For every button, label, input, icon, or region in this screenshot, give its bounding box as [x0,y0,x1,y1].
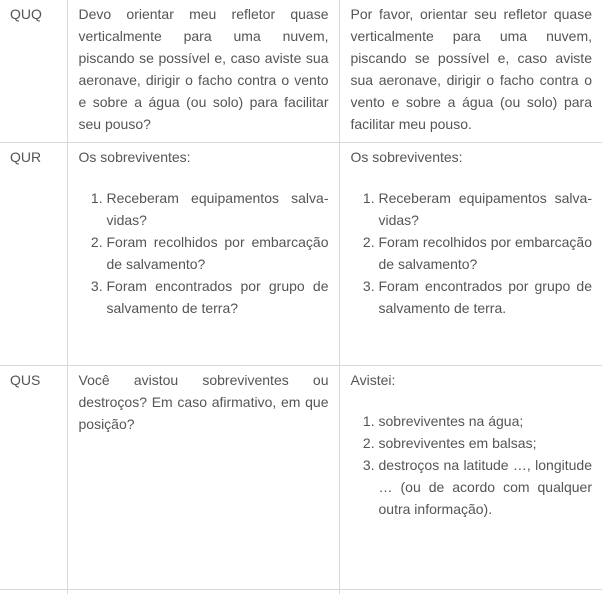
code-cell: QUR [0,143,67,366]
question-list [79,187,329,319]
list-item: 1. Receberam equipamentos salva-vidas? [107,187,329,231]
question-cell: Devo orientar meu refletor quase verticalmente para uma nuvem, piscando se possível e, caso aviste sua aeronave, dirigir o facho contra o vento e sobre a água (ou solo) para facilitar seu pouso? [67,0,339,143]
empty-cell [339,590,602,594]
list-item: 2. Foram recolhidos por embarcação de salvamento? [379,231,593,275]
answer-intro: Os sobreviventes: [351,146,593,168]
list-item: 1. sobreviventes na água; [379,410,593,432]
table-row [0,590,602,594]
list-item: 3. destroços na latitude …, longitude … (ou de acordo com qualquer outra informação). [379,454,593,520]
list-item: 3. Foram encontrados por grupo de salvamento de terra? [107,275,329,319]
table-row [0,366,602,590]
answer-cell [339,143,602,366]
empty-cell [0,590,67,594]
list-item: 3. Foram encontrados por grupo de salvamento de terra. [379,275,593,319]
list-item: 2. Foram recolhidos por embarcação de salvamento? [107,231,329,275]
answer-cell [339,366,602,590]
table-row [0,0,602,143]
code-cell: QUS [0,366,67,590]
code-cell: QUQ [0,0,67,143]
empty-cell [67,590,339,594]
answer-list [351,410,593,520]
question-cell: Você avistou sobreviventes ou destroços? Em caso afirmativo, em que posição? [67,366,339,590]
answer-intro: Avistei: [351,369,593,391]
question-intro: Os sobreviventes: [79,146,329,168]
answer-list [351,187,593,319]
list-item: 2. sobreviventes em balsas; [379,432,593,454]
answer-cell: Por favor, orientar seu refletor quase verticalmente para uma nuvem, piscando se possível e, caso aviste sua aeronave, dirigir o facho contra o vento e sobre a água (ou solo) para facilitar meu pouso. [339,0,602,143]
list-item: 1. Receberam equipamentos salva-vidas? [379,187,593,231]
question-cell [67,143,339,366]
table-row [0,143,602,366]
